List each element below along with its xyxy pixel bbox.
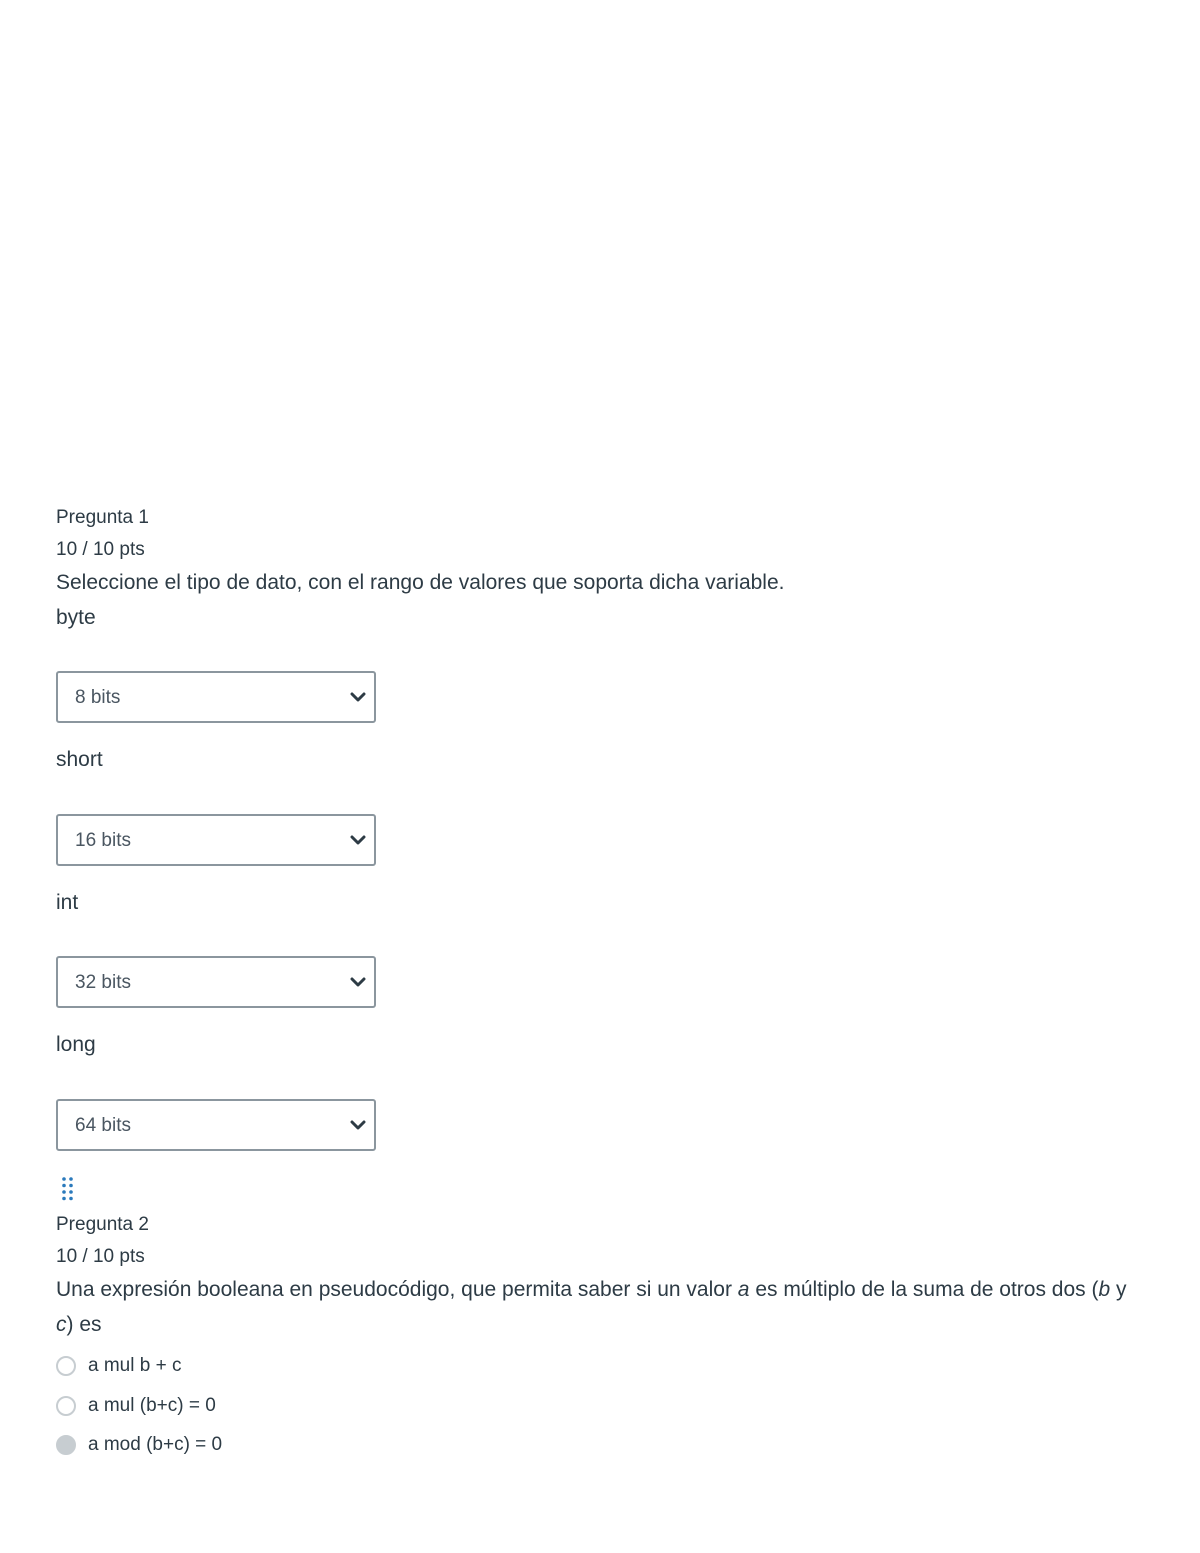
variable-label-int: int	[56, 891, 79, 914]
question-2-points: 10 / 10 pts	[56, 1246, 145, 1267]
variable-label-short: short	[56, 748, 103, 771]
variable-label-long: long	[56, 1033, 96, 1056]
long-select-value: 64 bits	[75, 1115, 131, 1136]
question-2-prompt-text: es múltiplo de la suma de otros dos (	[749, 1278, 1099, 1301]
question-1-title: Pregunta 1	[56, 507, 149, 528]
variable-a: a	[737, 1278, 750, 1301]
radio-button[interactable]	[56, 1356, 76, 1376]
byte-select-value: 8 bits	[75, 687, 121, 708]
chevron-down-icon	[350, 832, 366, 848]
int-select-value: 32 bits	[75, 972, 131, 993]
short-select[interactable]	[56, 814, 376, 866]
question-2-prompt	[56, 1272, 1136, 1342]
question-2-prompt-text: Una expresión booleana en pseudocódigo, que permita saber si un valor	[56, 1278, 738, 1301]
question-2-prompt-text: ) es	[66, 1313, 102, 1336]
answer-option-label: a mul b + c	[88, 1355, 182, 1376]
byte-select[interactable]	[56, 671, 376, 723]
short-select-value: 16 bits	[75, 830, 131, 851]
variable-c: c	[56, 1313, 67, 1336]
question-1-prompt: Seleccione el tipo de dato, con el rango de valores que soporta dicha variable.	[56, 571, 785, 594]
variable-b: b	[1098, 1278, 1111, 1301]
question-2-prompt-text: y	[1110, 1278, 1127, 1301]
long-select[interactable]	[56, 1099, 376, 1151]
radio-button-selected[interactable]	[56, 1435, 76, 1455]
drag-handle-icon[interactable]	[60, 1176, 76, 1202]
answer-option-label: a mod (b+c) = 0	[88, 1434, 223, 1455]
question-1-points: 10 / 10 pts	[56, 539, 145, 560]
int-select[interactable]	[56, 956, 376, 1008]
chevron-down-icon	[350, 1117, 366, 1133]
radio-button[interactable]	[56, 1396, 76, 1416]
answer-option-label: a mul (b+c) = 0	[88, 1395, 216, 1416]
variable-label-byte: byte	[56, 606, 96, 629]
chevron-down-icon	[350, 689, 366, 705]
question-2-title: Pregunta 2	[56, 1214, 149, 1235]
chevron-down-icon	[350, 974, 366, 990]
